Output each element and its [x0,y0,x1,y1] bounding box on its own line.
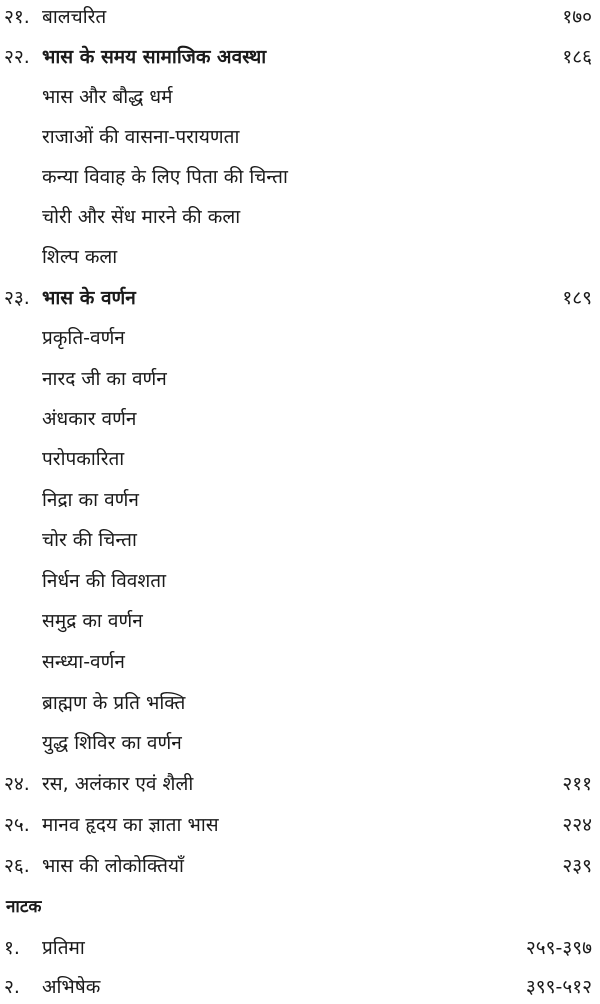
toc-entry-22 [0,42,600,72]
toc-subentry [0,647,600,677]
toc-subentry [0,323,600,353]
toc-subentry [0,202,600,232]
chapter-title: मानव हृदय का ज्ञाता भास [42,814,219,836]
page-number: २११ [562,773,592,795]
toc-subentry [0,525,600,555]
chapter-number: २६. [4,855,30,877]
toc-subentry [0,485,600,515]
page-number: २३९ [562,855,592,877]
subentry-title: राजाओं की वासना-परायणता [42,126,240,148]
toc-subentry [0,728,600,758]
play-title: अभिषेक [42,976,101,998]
toc-play-1 [0,933,600,963]
section-heading: नाटक [6,897,42,917]
subentry-title: भास और बौद्ध धर्म [42,86,173,108]
subentry-title: सन्ध्या-वर्णन [42,651,125,673]
subentry-title: चोरी और सेंध मारने की कला [42,206,241,228]
subentry-title: परोपकारिता [42,448,125,470]
page-range: ३९९-५१२ [525,976,592,998]
chapter-number: २५. [4,814,30,836]
toc-subentry [0,566,600,596]
toc-subentry [0,606,600,636]
subentry-title: प्रकृति-वर्णन [42,327,125,349]
subentry-title: समुद्र का वर्णन [42,610,143,632]
subentry-title: शिल्प कला [42,246,118,268]
toc-subentry [0,122,600,152]
chapter-title: बालचरित [42,6,107,28]
page-number: १८९ [562,287,592,309]
chapter-number: २२. [4,46,30,68]
toc-subentry [0,82,600,112]
chapter-number: २१. [4,6,30,28]
toc-entry-25 [0,810,600,840]
toc-subentry [0,364,600,394]
chapter-title: रस, अलंकार एवं शैली [42,773,194,795]
toc-subentry [0,688,600,718]
chapter-title: भास की लोकोक्तियाँ [42,855,184,877]
subentry-title: निर्धन की विवशता [42,570,167,592]
toc-subentry [0,242,600,272]
toc-subentry [0,404,600,434]
play-number: १. [4,937,20,959]
subentry-title: ब्राह्मण के प्रति भक्ति [42,692,186,714]
chapter-title: भास के वर्णन [42,287,136,309]
subentry-title: अंधकार वर्णन [42,408,137,430]
toc-entry-21 [0,2,600,32]
chapter-number: २४. [4,773,30,795]
chapter-title: भास के समय सामाजिक अवस्था [42,46,267,68]
page-number: १७० [562,6,592,28]
page-number: १८६ [562,46,592,68]
page-number: २२४ [562,814,592,836]
toc-entry-24 [0,769,600,799]
toc-entry-23 [0,283,600,313]
subentry-title: निद्रा का वर्णन [42,489,139,511]
toc-play-2 [0,972,600,1002]
subentry-title: कन्या विवाह के लिए पिता की चिन्ता [42,166,288,188]
play-number: २. [4,976,20,998]
play-title: प्रतिमा [42,937,85,959]
chapter-number: २३. [4,287,30,309]
subentry-title: युद्ध शिविर का वर्णन [42,732,182,754]
page-range: २५९-३९७ [525,937,592,959]
toc-entry-26 [0,851,600,881]
toc-subentry [0,162,600,192]
subentry-title: नारद जी का वर्णन [42,368,167,390]
toc-subentry [0,444,600,474]
section-heading-row [0,892,600,922]
subentry-title: चोर की चिन्ता [42,529,137,551]
